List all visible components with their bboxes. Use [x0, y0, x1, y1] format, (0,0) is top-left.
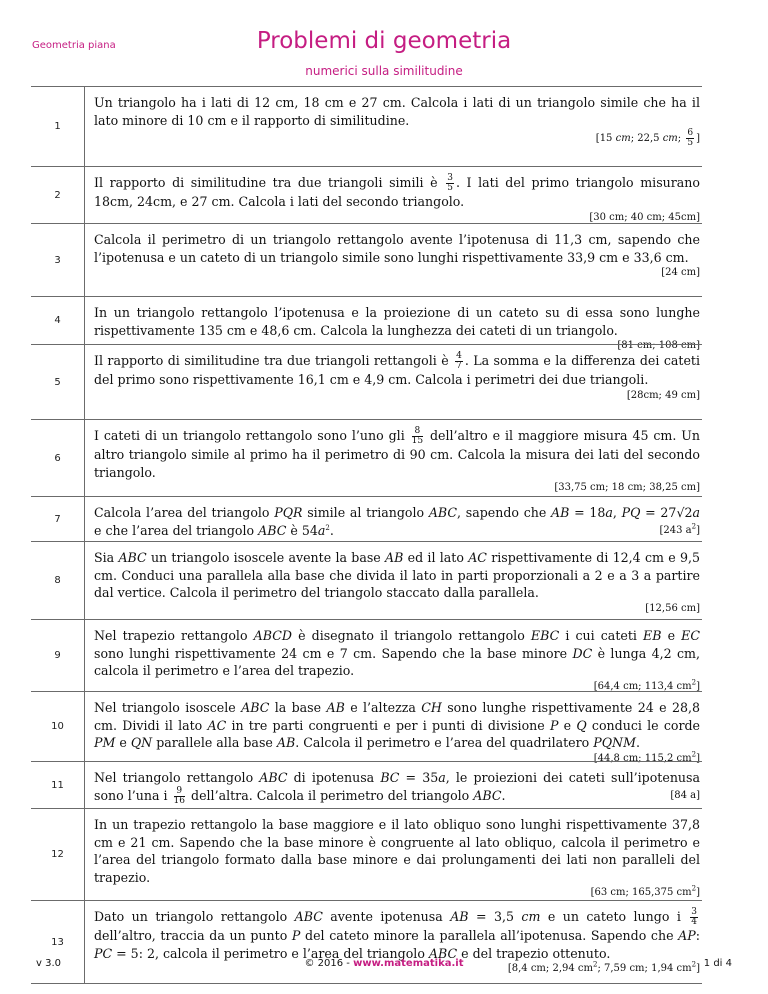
problem-number: 3 [31, 224, 85, 296]
problem-answer: [33,75 cm; 18 cm; 38,25 cm] [554, 482, 700, 494]
problem-row [31, 86, 702, 166]
problem-text: Nel triangolo isoscele ABC la base AB e l’altezza CH sono lunghe rispettivamente 24 e 28,8 cm. Dividi il lato AC in tre parti congruenti e per i punti di divisione P e Q conduci le corde PM e QN parallele alla base AB. Calcola il perimetro e l’area del quadrilatero PQNM. [94, 700, 700, 751]
fraction: $\frac{9}{16}$ [173, 785, 185, 806]
problem-number: 6 [31, 420, 85, 496]
problem-answer: [15 cm; 22,5 cm; $\frac{6}{5}$ ] [595, 128, 700, 149]
problem-answer: [24 cm] [661, 267, 700, 279]
problem-row [31, 296, 702, 352]
problem-number: 1 [31, 87, 85, 166]
page-title: Problemi di geometria [256, 28, 512, 54]
problem-row [31, 344, 702, 419]
problem-number: 5 [31, 345, 85, 419]
problem-answer: [8,4 cm; 2,94 $cm^2$; 7,59 cm; 1,94 $cm^2$] [507, 960, 700, 975]
problem-number: 8 [31, 542, 85, 619]
problem-row [31, 166, 702, 223]
problem-answer: [84 a] [670, 789, 700, 801]
problem-text: Nel triangolo rettangolo ABC di ipotenusa BC = 35a, le proiezioni dei cateti sull’ipotenusa sono l’una i $\frac{9}{16}$ dell’altra. Calcola il perimetro del triangolo ABC. [84 a] [94, 770, 701, 806]
problem-number: 13 [31, 901, 85, 983]
problem-text: Il rapporto di similitudine tra due triangoli rettangoli è $\frac{4}{7}$ . La somma e la differenza dei cateti del primo sono rispettivamente 16,1 cm e 4,9 cm. Calcola i perimetri dei due triangoli. [94, 351, 700, 387]
problem-answer: [81 cm; 108 cm] [617, 340, 700, 352]
fraction: $\frac{3}{4}$ [691, 907, 698, 927]
problem-row [31, 808, 702, 900]
problem-number: 4 [31, 297, 85, 344]
problem-row [31, 496, 702, 541]
fraction: $\frac{3}{5}$ [447, 173, 453, 193]
problem-text: I cateti di un triangolo rettangolo sono l’uno gli $\frac{8}{15}$ dell’altro e il maggiore misura 45 cm. Un altro triangolo simile al primo ha il perimetro di 90 cm. Calcola la misura dei lati del secondo triangolo. [94, 426, 700, 480]
problem-text: Nel trapezio rettangolo ABCD è disegnato il triangolo rettangolo EBC i cui cateti EB e EC sono lunghi rispettivamente 24 cm e 7 cm. Sapendo che la base minore DC è lunga 4,2 cm, calcola il perimetro e l’area del trapezio. [94, 628, 700, 679]
problem-text: Il rapporto di similitudine tra due triangoli simili è $\frac{3}{5}$ . I lati del primo triangolo misurano 18cm, 24cm, e 27 cm. Calcola i lati del secondo triangolo. [94, 173, 700, 209]
problem-text: Sia ABC un triangolo isoscele avente la base AB ed il lato AC rispettivamente di 12,4 cm e 9,5 cm. Conduci una parallela alla base che divida il lato in parti proporzionali a 2 e a 3 a partire dal vertice. Calcola il perimetro del triangolo staccato dalla parallela. [94, 550, 700, 601]
problem-answer: [12,56 cm] [645, 602, 700, 614]
problem-row [31, 223, 702, 296]
problem-answer: [30 cm; 40 cm; 45cm] [589, 211, 700, 223]
problem-answer: [64,4 cm; 113,4 $cm^2$] [593, 678, 700, 692]
problem-text: Un triangolo ha i lati di 12 cm, 18 cm e 27 cm. Calcola i lati di un triangolo simile che ha il lato minore di 10 cm e il rapporto di similitudine. [94, 95, 700, 128]
problem-number: 2 [31, 167, 85, 223]
problem-row [31, 619, 702, 691]
section-label: Geometria piana [32, 40, 116, 51]
page-subtitle: numerici sulla similitudine [305, 64, 463, 78]
problem-number: 9 [31, 620, 85, 691]
problem-text: In un triangolo rettangolo l’ipotenusa e la proiezione di un cateto su di essa sono lunghe rispettivamente 135 cm e 48,6 cm. Calcola la lunghezza dei cateti di un triangolo. [94, 305, 700, 338]
problem-row [31, 541, 702, 619]
problem-row [31, 900, 702, 984]
problem-row [31, 761, 702, 808]
problem-row [31, 691, 702, 764]
problem-number: 7 [31, 497, 85, 541]
page-number: 1 di 4 [703, 958, 732, 969]
site-link[interactable]: www.matematika.it [353, 958, 464, 969]
problem-answer: [44,8 cm; 115,2 $cm^2$] [593, 750, 700, 764]
problem-text: In un trapezio rettangolo la base maggiore e il lato obliquo sono lunghi rispettivamente 37,8 cm e 21 cm. Sapendo che la base minore è congruente al lato obliquo, calcola il perimetro e l’area del triangolo formato dalla base minore e dai prolungamenti dei lati non paralleli del trapezio. [94, 817, 700, 885]
fraction: $\frac{4}{7}$ [456, 351, 462, 371]
problem-text: Calcola il perimetro di un triangolo rettangolo avente l’ipotenusa di 11,3 cm, sapendo che l’ipotenusa e un cateto di un triangolo simile sono lunghi rispettivamente 33,9 cm e 33,6 cm. [94, 232, 700, 265]
version-label: v 3.0 [36, 958, 61, 969]
problem-answer: [63 cm; 165,375 $cm^2$] [590, 885, 700, 899]
problem-text: Dato un triangolo rettangolo ABC avente ipotenusa AB = 3,5 cm e un cateto lungo i $\frac{3}{4}$ dell’altro, traccia da un punto P del cateto minore la parallela all’ipotenusa. Sapendo che AP: PC = 5: 2, calcola il perimetro e l’area del triangolo ABC e del trapezio ottenuto. [94, 907, 700, 961]
problem-number: 12 [31, 809, 85, 900]
footer-copyright: © 2016 - www.matematika.it [304, 958, 464, 969]
fraction: $\frac{6}{5}$ [687, 128, 694, 149]
problem-table [31, 86, 702, 984]
fraction: $\frac{8}{15}$ [411, 426, 424, 446]
problem-answer: [28cm; 49 cm] [626, 389, 700, 401]
problem-answer: [243 $a^2$] [659, 522, 700, 536]
problem-row [31, 419, 702, 496]
problem-number: 10 [31, 692, 85, 761]
problem-text: Calcola l’area del triangolo PQR simile al triangolo ABC, sapendo che AB = 18a, PQ = 27√2a e che l’area del triangolo ABC è $54a^2$. [243 $a^2$] [94, 505, 700, 538]
problem-number: 11 [31, 762, 85, 808]
